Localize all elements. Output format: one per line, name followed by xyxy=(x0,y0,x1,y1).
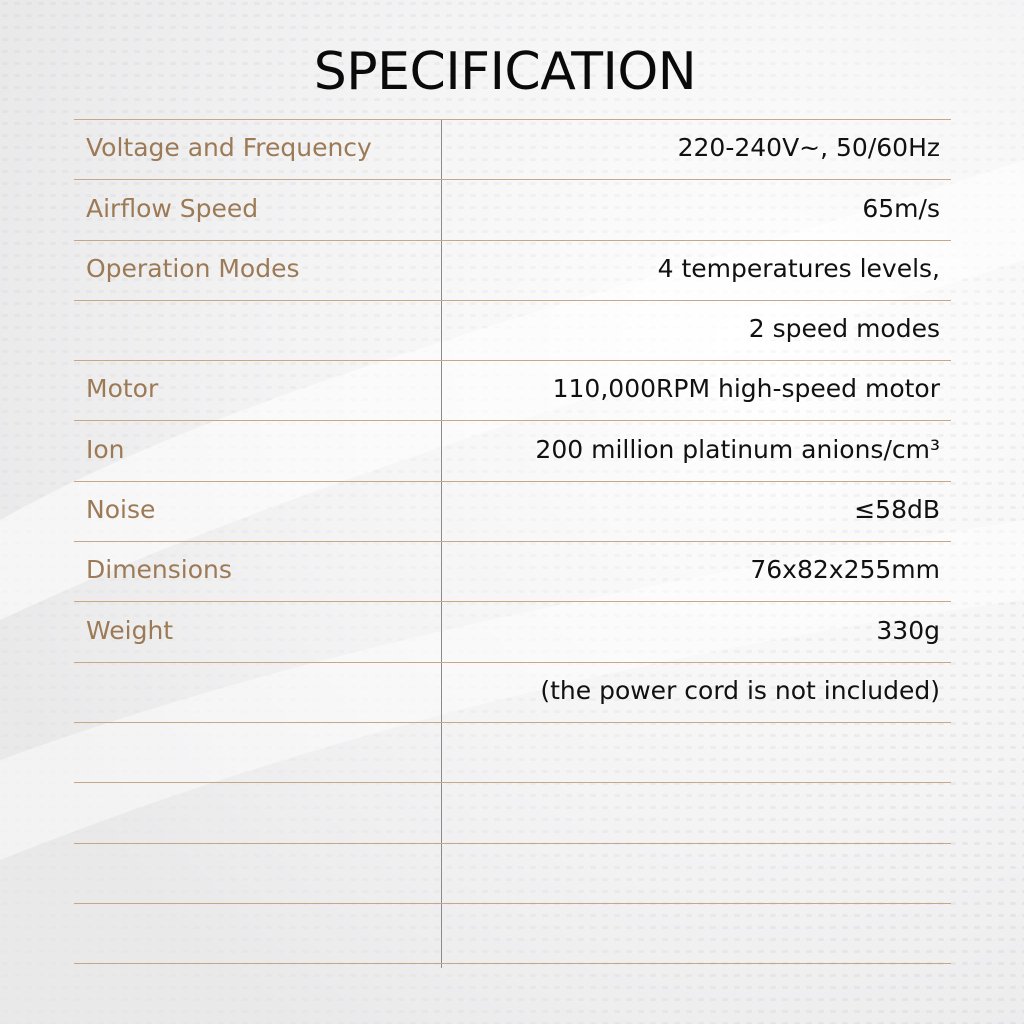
spec-value: (the power cord is not included) xyxy=(540,675,940,705)
spec-value: 110,000RPM high-speed motor xyxy=(552,374,940,404)
table-row xyxy=(74,844,951,904)
table-row xyxy=(74,120,951,180)
page-title: SPECIFICATION xyxy=(313,42,697,102)
table-row xyxy=(74,482,951,542)
spec-value: 220-240V~, 50/60Hz xyxy=(677,133,940,163)
table-row xyxy=(74,663,951,723)
table-row xyxy=(74,602,951,662)
spec-label: Noise xyxy=(86,495,156,525)
spec-value: 65m/s xyxy=(862,193,940,223)
table-row xyxy=(74,241,951,301)
table-row xyxy=(74,542,951,602)
spec-label: Ion xyxy=(86,434,125,464)
table-row xyxy=(74,421,951,481)
spec-label: Voltage and Frequency xyxy=(86,133,372,163)
spec-value: 2 speed modes xyxy=(748,314,940,344)
spec-label: Dimensions xyxy=(86,555,232,585)
spec-value: 200 million platinum anions/cm³ xyxy=(535,434,940,464)
table-row xyxy=(74,361,951,421)
spec-label: Airflow Speed xyxy=(86,193,259,223)
spec-table xyxy=(74,119,951,968)
spec-value: 4 temperatures levels, xyxy=(657,253,940,283)
spec-value: 76x82x255mm xyxy=(750,555,940,585)
spec-value: 330g xyxy=(876,615,940,645)
spec-label: Weight xyxy=(86,615,174,645)
table-row xyxy=(74,783,951,843)
table-row xyxy=(74,301,951,361)
table-row xyxy=(74,723,951,783)
table-row xyxy=(74,180,951,240)
spec-label: Motor xyxy=(86,374,159,404)
spec-value: ≤58dB xyxy=(854,495,940,525)
spec-label: Operation Modes xyxy=(86,253,300,283)
table-row xyxy=(74,904,951,964)
